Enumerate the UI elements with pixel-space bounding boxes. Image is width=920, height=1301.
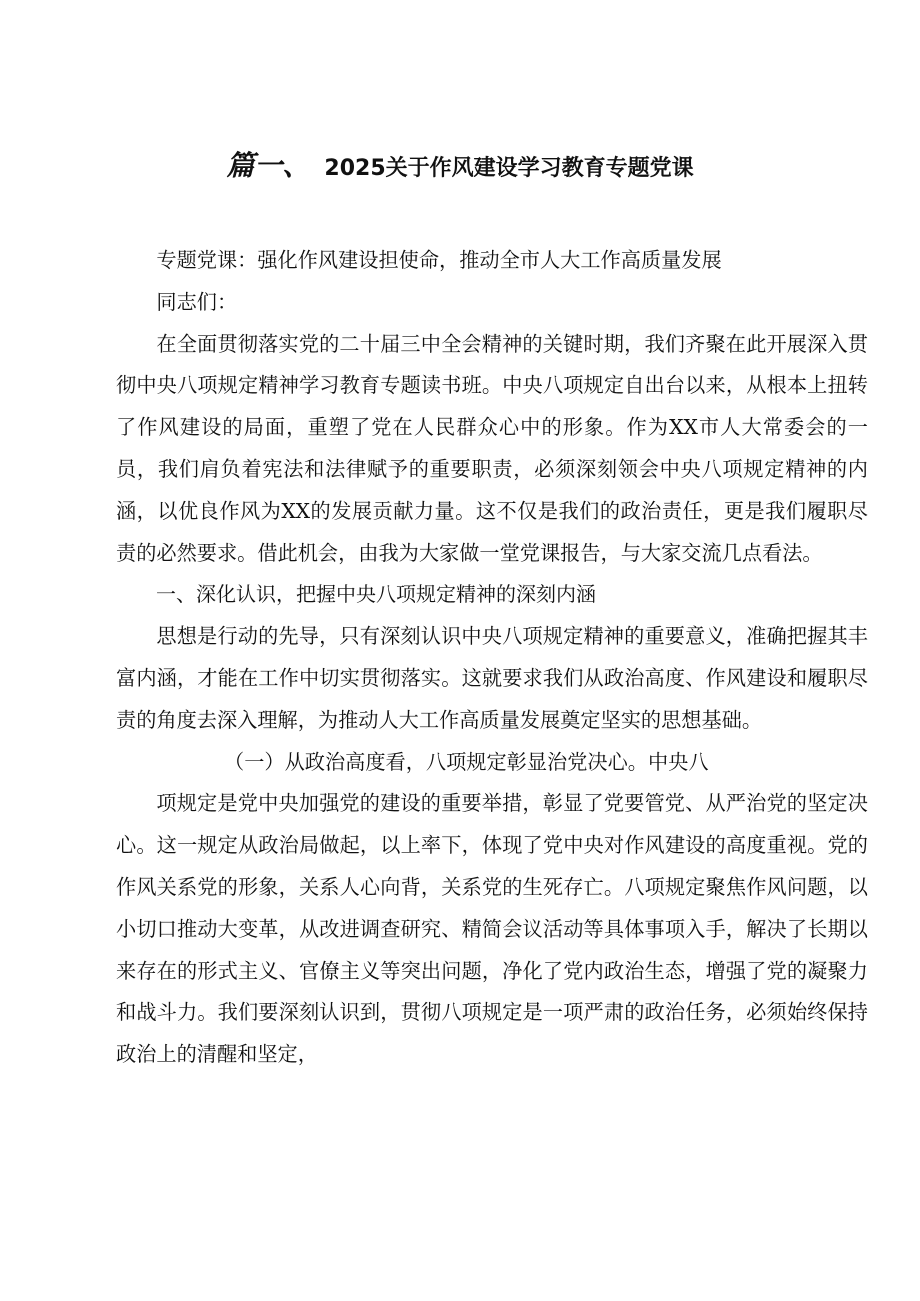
- paragraph: 在全面贯彻落实党的二十届三中全会精神的关键时期，我们齐聚在此开展深入贯彻中央八项规定精神学习教育专题读书班。中央八项规定自出台以来，从根本上扭转了作风建设的局面，重塑了党在人民群众心中的形象。作为XX市人大常委会的一员，我们肩负着宪法和法律赋予的重要职责，必须深刻领会中央八项规定精神的内涵，以优良作风为XX的发展贡献力量。这不仅是我们的政治责任，更是我们履职尽责的必然要求。借此机会，由我为大家做一堂党课报告，与大家交流几点看法。: [116, 331, 868, 565]
- title-text: 2025关于作风建设学习教育专题党课: [324, 156, 694, 181]
- paragraph: 思想是行动的先导，只有深刻认识中央八项规定精神的重要意义，准确把握其丰富内涵，才能在工作中切实贯彻落实。这就要求我们从政治高度、作风建设和履职尽责的角度去深入理解，为推动人大工作高质量发展奠定坚实的思想基础。: [116, 624, 868, 732]
- title-prefix: 篇一、: [226, 149, 311, 182]
- section-heading: 一、深化认识，把握中央八项规定精神的深刻内涵: [156, 582, 596, 607]
- subsection-heading: （一）从政治高度看，八项规定彰显治党决心。中央八: [224, 749, 709, 774]
- document-body: [116, 240, 868, 1076]
- greeting: 同志们：: [156, 289, 238, 314]
- paragraph: 项规定是党中央加强党的建设的重要举措，彰显了党要管党、从严治党的坚定决心。这一规定从政治局做起，以上率下，体现了党中央对作风建设的高度重视。党的作风关系党的形象，关系人心向背，关系党的生死存亡。八项规定聚焦作风问题，以小切口推动大变革，从改进调查研究、精简会议活动等具体事项入手，解决了长期以来存在的形式主义、官僚主义等突出问题，净化了党内政治生态，增强了党的凝聚力和战斗力。我们要深刻认识到，贯彻八项规定是一项严肃的政治任务，必须始终保持政治上的清醒和坚定，: [116, 791, 868, 1067]
- subtitle: 专题党课：强化作风建设担使命，推动全市人大工作高质量发展: [156, 248, 722, 272]
- document-title: [0, 148, 920, 187]
